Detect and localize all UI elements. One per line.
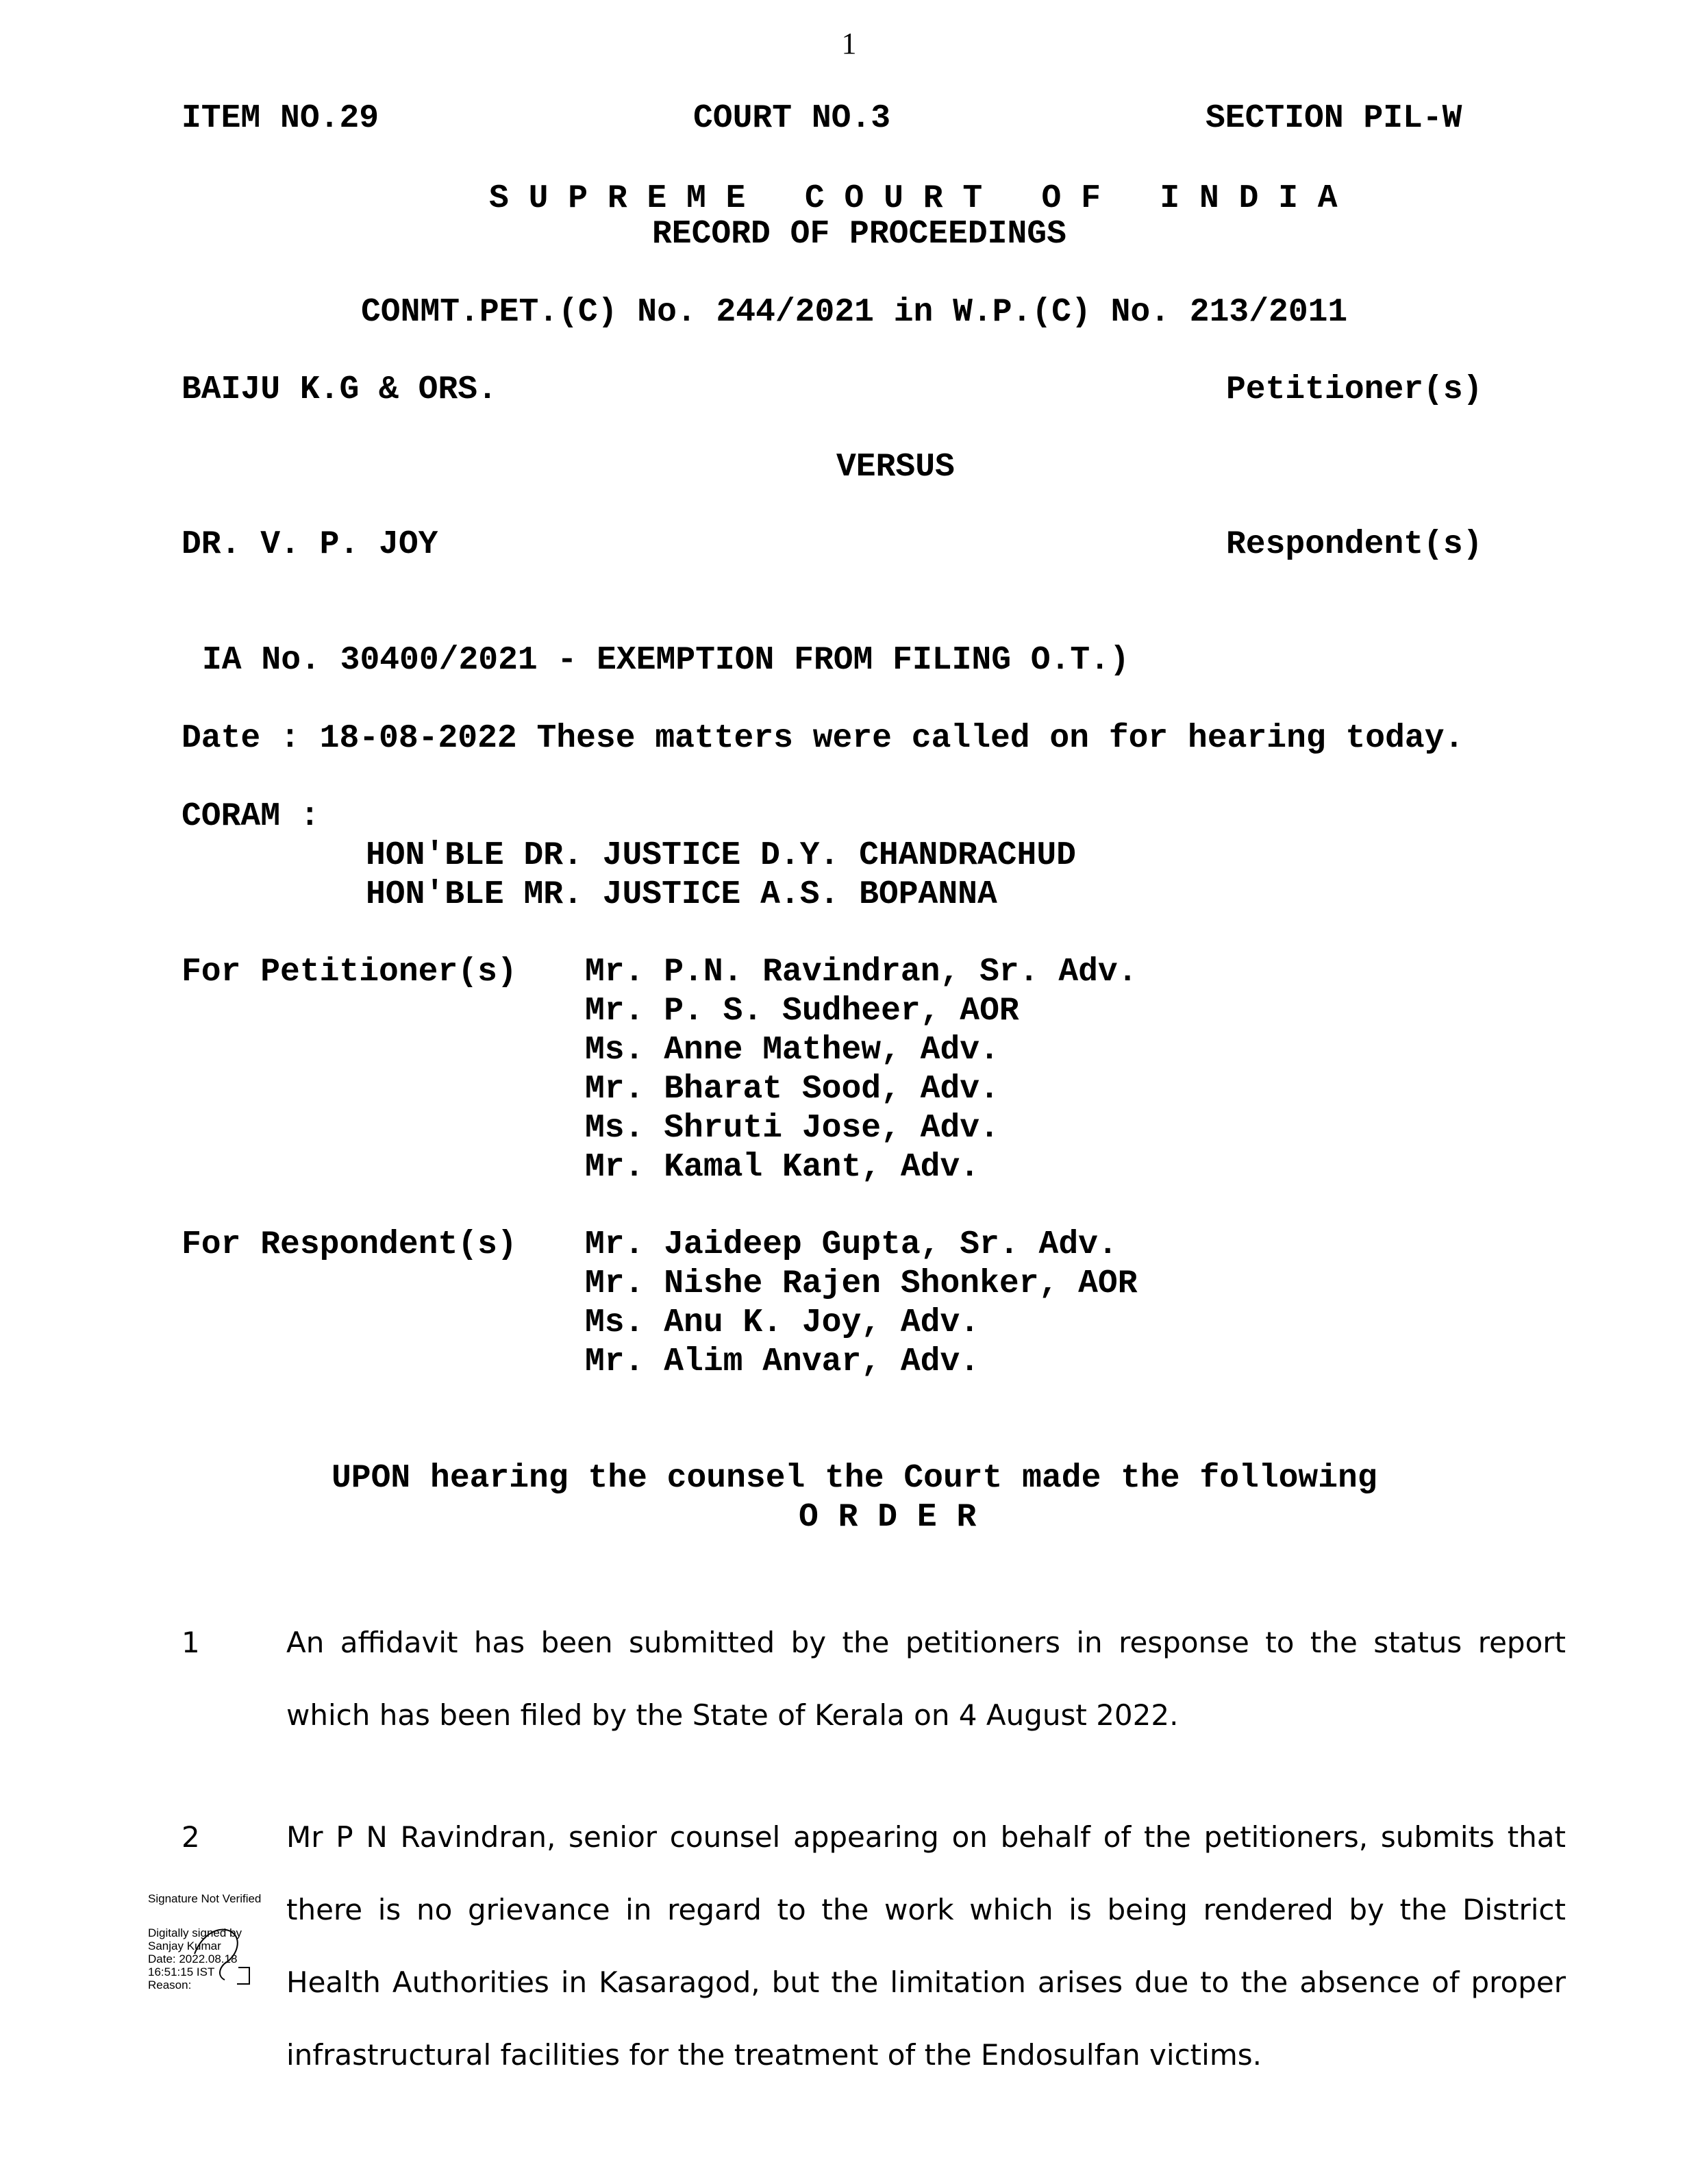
signature-date: Date: 2022.08.18 xyxy=(148,1952,238,1965)
petitioner-counsel-label: For Petitioner(s) xyxy=(182,954,517,991)
counsel-name: Mr. Kamal Kant, Adv. xyxy=(585,1149,980,1186)
order-intro: UPON hearing the counsel the Court made the following xyxy=(332,1460,1377,1497)
page-number: 1 xyxy=(841,27,857,60)
signature-status: Signature Not Verified xyxy=(148,1892,262,1905)
order-paragraph: An affidavit has been submitted by the petitioners in response to the status report which has been filed by the State of Kerala on 4 August 2022. xyxy=(286,1626,1566,1732)
paragraph-number: 1 xyxy=(182,1626,200,1659)
petitioner-label: Petitioner(s) xyxy=(1226,371,1483,408)
counsel-name: Mr. Alim Anvar, Adv. xyxy=(585,1343,980,1380)
record-title: RECORD OF PROCEEDINGS xyxy=(652,216,1066,253)
counsel-name: Ms. Shruti Jose, Adv. xyxy=(585,1110,999,1147)
respondent-label: Respondent(s) xyxy=(1226,526,1483,563)
digital-signature-stamp xyxy=(148,1892,285,1995)
coram-label: CORAM : xyxy=(182,798,320,835)
signature-signer: Sanjay Kumar xyxy=(148,1939,221,1952)
counsel-name: Mr. Bharat Sood, Adv. xyxy=(585,1071,999,1108)
section-label: SECTION PIL-W xyxy=(1206,100,1462,137)
case-number: CONMT.PET.(C) No. 244/2021 in W.P.(C) No. 213/2011 xyxy=(361,294,1348,331)
respondent-name: DR. V. P. JOY xyxy=(182,526,438,563)
item-number: ITEM NO.29 xyxy=(182,100,379,137)
counsel-name: Mr. P.N. Ravindran, Sr. Adv. xyxy=(585,954,1138,991)
counsel-name: Mr. Jaideep Gupta, Sr. Adv. xyxy=(585,1226,1118,1263)
paragraph-number: 2 xyxy=(182,1820,200,1854)
order-title: O R D E R xyxy=(799,1499,977,1536)
judge-name: HON'BLE DR. JUSTICE D.Y. CHANDRACHUD xyxy=(366,837,1076,874)
order-paragraph: Mr P N Ravindran, senior counsel appearing on behalf of the petitioners, submits that there is no grievance in regard to the work which is being rendered by the District Health Authorities in Kasaragod, but the limitation arises due to the absence of proper infrastructural facilities for the treatment of the Endosulfan victims. xyxy=(286,1820,1566,2072)
court-number: COURT NO.3 xyxy=(693,100,891,137)
counsel-name: Mr. Nishe Rajen Shonker, AOR xyxy=(585,1265,1138,1302)
respondent-counsel-label: For Respondent(s) xyxy=(182,1226,517,1263)
counsel-name: Mr. P. S. Sudheer, AOR xyxy=(585,993,1019,1030)
signature-signed-by: Digitally signed by xyxy=(148,1926,242,1939)
petitioner-name: BAIJU K.G & ORS. xyxy=(182,371,497,408)
counsel-name: Ms. Anne Mathew, Adv. xyxy=(585,1032,999,1069)
court-title: S U P R E M E C O U R T O F I N D I A xyxy=(489,180,1338,217)
date-line: Date : 18-08-2022 These matters were called on for hearing today. xyxy=(182,720,1464,757)
ia-line: IA No. 30400/2021 - EXEMPTION FROM FILING O.T.) xyxy=(202,642,1129,679)
signature-reason: Reason: xyxy=(148,1978,192,1991)
signature-time: 16:51:15 IST xyxy=(148,1965,215,1978)
counsel-name: Ms. Anu K. Joy, Adv. xyxy=(585,1304,980,1341)
versus-label: VERSUS xyxy=(836,449,955,486)
judge-name: HON'BLE MR. JUSTICE A.S. BOPANNA xyxy=(366,876,997,913)
